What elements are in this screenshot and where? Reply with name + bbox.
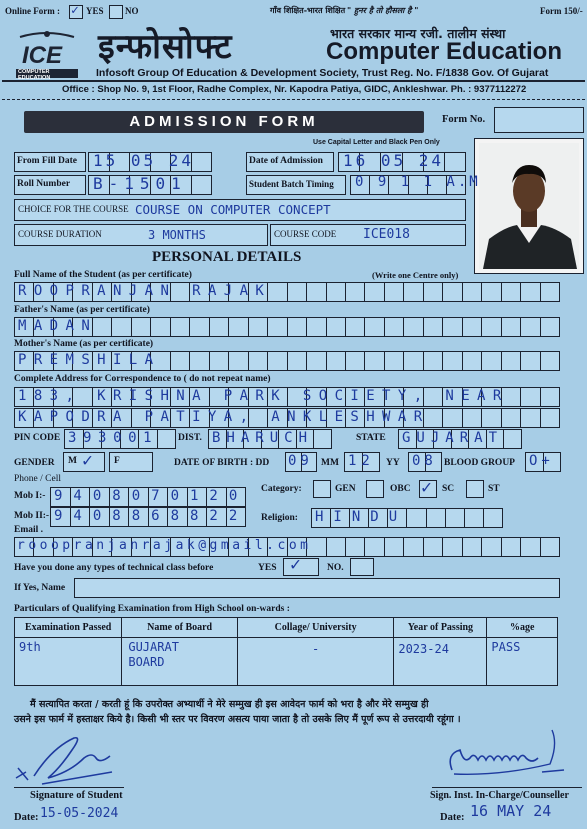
batch-timing-value: 0 9 1 1 A.M <box>355 174 481 190</box>
cell-board-value: GUJARAT BOARD <box>128 640 179 669</box>
dob-month-value: 12 <box>348 453 375 469</box>
cell-board[interactable] <box>122 638 238 686</box>
course-duration-label: COURSE DURATION <box>18 229 102 239</box>
cell-exam-value: 9th <box>19 640 41 654</box>
category-obc-checkbox[interactable] <box>366 480 384 498</box>
course-duration-field[interactable] <box>14 224 268 246</box>
student-signature <box>12 728 122 788</box>
student-date-value: 15-05-2024 <box>40 806 119 821</box>
pin-label: PIN CODE <box>14 433 61 443</box>
th-percentage: %age <box>487 618 558 638</box>
cell-year-value: 2023-24 <box>398 642 449 656</box>
batch-timing-label-box <box>246 175 346 195</box>
brand-name-english: Computer Education <box>326 38 563 65</box>
capital-note: Use Capital Letter and Black Pen Only <box>313 139 440 146</box>
course-code-value: ICE018 <box>363 227 410 242</box>
mother-name-label: Mother's Name (as per certificate) <box>14 339 154 349</box>
roll-number-label-box <box>14 175 86 195</box>
online-no-label: NO <box>125 6 139 16</box>
th-year: Year of Passing <box>394 618 487 638</box>
mob2-label: Mob II:- <box>14 511 50 521</box>
category-st-label: ST <box>488 484 500 494</box>
table-row[interactable] <box>15 638 558 686</box>
gender-female-label: F <box>114 456 120 466</box>
email-label: Email . <box>14 525 44 535</box>
th-board: Name of Board <box>122 618 238 638</box>
th-university: Collage/ University <box>237 618 393 638</box>
declaration-line2: उसने इस फार्म में हस्ताक्षर किये है। किसी भी स्तर पर विवरण असत्य पाया जाता है तो उसके लिए मैं पूर्ण रूप से उत्तरदायी रहूंगा । <box>14 714 461 725</box>
mother-name-value: PREMSHILA <box>18 352 161 368</box>
dist-label: DIST. <box>178 433 202 443</box>
cell-university[interactable] <box>237 638 393 686</box>
dob-year-label: YY <box>386 458 400 468</box>
tech-class-no-label: NO. <box>327 563 344 573</box>
dob-day-value: 09 <box>288 453 313 469</box>
tech-class-yes-tick: ✓ <box>290 554 301 575</box>
office-line: Office : Shop No. 9, 1st Floor, Radhe Complex, Nr. Kapodra Patiya, GIDC, Ankleshwar. Ph. : 9377112272 <box>62 84 527 95</box>
from-fill-date-value: 15 05 24 <box>93 151 195 170</box>
from-fill-date-label-box <box>14 152 86 172</box>
online-no-checkbox[interactable] <box>109 5 123 19</box>
gender-male-label: M <box>68 456 77 466</box>
phone-label: Phone / Cell <box>14 474 61 484</box>
dob-year-value: 08 <box>412 453 437 469</box>
course-choice-field[interactable] <box>14 199 466 221</box>
if-yes-label: If Yes, Name <box>14 583 66 593</box>
course-choice-value: COURSE ON COMPUTER CONCEPT <box>135 202 331 217</box>
incharge-signature-line <box>432 787 582 788</box>
full-name-label: Full Name of the Student (as per certificate) <box>14 270 192 280</box>
address-label: Complete Address for Correspondence to ( do not repeat name) <box>14 374 271 384</box>
category-obc-label: OBC <box>390 484 411 494</box>
brand-name-hindi: इन्फोसोफ्ट <box>98 27 233 67</box>
from-fill-date-label: From Fill Date <box>17 156 77 166</box>
father-name-value: MADAN <box>18 318 98 334</box>
state-value: GUJARAT <box>402 430 504 446</box>
batch-timing-label: Student Batch Timing <box>249 179 334 189</box>
father-name-label: Father's Name (as per certificate) <box>14 305 150 315</box>
dob-label: DATE OF BIRTH : DD <box>174 458 270 468</box>
gender-female-box[interactable] <box>109 452 153 472</box>
cell-year[interactable] <box>394 638 487 686</box>
gender-tick: ✓ <box>82 450 93 471</box>
category-gen-checkbox[interactable] <box>313 480 331 498</box>
incharge-signature <box>440 724 580 786</box>
th-exam: Examination Passed <box>15 618 122 638</box>
tech-class-yes-box[interactable] <box>283 554 319 576</box>
mob2-value: 9408868822 <box>54 508 249 524</box>
form-title-bar <box>24 111 424 133</box>
admission-date-label-box <box>246 152 334 172</box>
declaration-line1: मैं सत्यापित करता / करती हूं कि उपरोक्त अभ्यार्थी ने मेरे सम्मुख ही इस आवेदन फार्म को भरा है और मेरे सम्मुख ही <box>30 699 429 710</box>
pin-value: 393001 <box>68 430 159 446</box>
logo-subtext: COMPUTER EDUCATION <box>18 69 51 81</box>
form-no-label: Form No. <box>442 114 486 125</box>
slogan-mid: " हुनर है तो हौसला है " <box>347 6 419 15</box>
society-line: Infosoft Group Of Education & Development Society, Trust Reg. No. F/1838 Gov. Of Gujarat <box>96 67 549 79</box>
email-value: rooopranjanrajak@gmail.com <box>17 538 312 553</box>
category-label: Category: <box>261 484 302 494</box>
if-yes-field[interactable] <box>74 578 560 598</box>
dob-month-label: MM <box>321 458 339 468</box>
mob1-value: 9408070120 <box>54 488 249 504</box>
qualification-title: Particulars of Qualifying Examination from High School on-wards : <box>14 604 290 614</box>
student-date-label: Date: <box>14 812 39 823</box>
write-note: (Write one Centre only) <box>372 270 459 280</box>
form-fee: Form 150/- <box>540 6 583 16</box>
religion-label: Religion: <box>261 513 298 523</box>
cell-university-value: - <box>312 642 320 656</box>
address-line2-value: KAPODRA PATIYA, ANKLESHWAR <box>18 409 430 425</box>
tech-class-yes-label: YES <box>258 563 277 573</box>
svg-text:ICE: ICE <box>22 42 63 69</box>
course-duration-value: 3 MONTHS <box>148 228 206 242</box>
gender-label: GENDER <box>14 458 55 468</box>
dist-value: BHARUCH <box>212 430 314 446</box>
roll-number-label: Roll Number <box>17 179 71 189</box>
incharge-date-value: 16 MAY 24 <box>470 802 552 820</box>
form-title: ADMISSION FORM <box>129 113 319 130</box>
category-sc-checkbox[interactable] <box>419 477 437 498</box>
admission-date-label: Date of Admission <box>249 156 323 166</box>
ice-logo <box>14 29 80 79</box>
course-choice-label: CHOICE FOR THE COURSE <box>18 204 129 214</box>
roll-number-value: B-1501 <box>93 174 187 193</box>
address-line1-value: 183, KRISHNA PARK SOCIETY, NEAR <box>18 388 509 404</box>
blood-group-label: BLOOD GROUP <box>444 458 515 468</box>
category-st-checkbox[interactable] <box>466 480 484 498</box>
religion-value: HINDU <box>315 509 408 525</box>
state-label: STATE <box>356 433 386 443</box>
slogan-left: गाँव शिक्षित-भारत शिक्षित <box>270 6 346 15</box>
qualification-table <box>14 617 558 686</box>
tech-class-no-box[interactable] <box>350 558 374 576</box>
blood-group-value: O+ <box>529 453 554 469</box>
student-signature-line <box>14 787 124 788</box>
course-code-field[interactable] <box>270 224 466 246</box>
header-divider-2 <box>2 99 585 100</box>
tech-class-question: Have you done any types of technical class before <box>14 563 214 573</box>
personal-details-heading: PERSONAL DETAILS <box>152 249 302 265</box>
tick-mark: ✓ <box>71 3 79 18</box>
full-name-value: ROOPRANJAN RAJAK <box>18 283 272 299</box>
incharge-signature-label: Sign. Inst. In-Charge/Counseller <box>430 790 569 801</box>
incharge-date-label: Date: <box>440 812 465 823</box>
online-form-label: Online Form : <box>5 6 60 16</box>
cell-percentage[interactable] <box>487 638 558 686</box>
online-yes-checkbox[interactable] <box>69 5 83 19</box>
student-signature-label: Signature of Student <box>30 790 123 801</box>
mob1-label: Mob I:- <box>14 491 46 501</box>
govt-recognition: भारत सरकार मान्य रजी. तालीम संस्था <box>330 26 506 41</box>
cell-percentage-value: PASS <box>491 640 521 654</box>
gender-male-box[interactable] <box>63 452 105 472</box>
form-no-field[interactable] <box>494 107 584 133</box>
category-sc-tick: ✓ <box>421 477 432 498</box>
header-divider <box>2 80 585 82</box>
online-yes-label: YES <box>86 6 104 16</box>
course-code-label: COURSE CODE <box>274 229 337 239</box>
category-gen-label: GEN <box>335 484 356 494</box>
admission-date-value: 16 05 24 <box>343 151 445 170</box>
student-photo <box>474 138 584 274</box>
cell-exam[interactable] <box>15 638 122 686</box>
category-sc-label: SC <box>442 484 455 494</box>
